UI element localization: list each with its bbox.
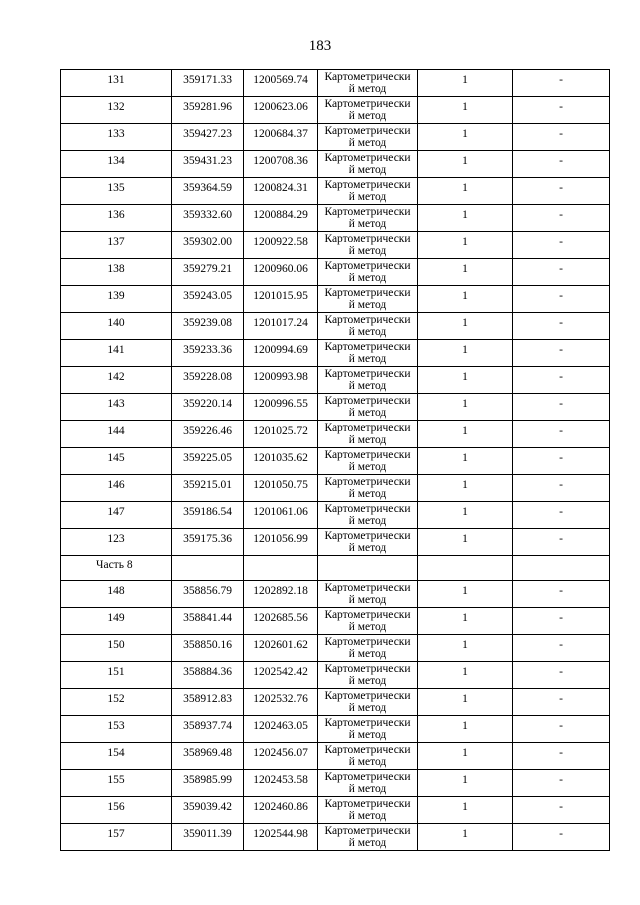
accuracy-cell: 1 (418, 367, 513, 394)
accuracy-cell: 1 (418, 689, 513, 716)
table-row (61, 421, 610, 448)
accuracy-cell: 1 (418, 232, 513, 259)
x-coordinate-cell: 358985.99 (172, 770, 244, 797)
point-number-cell: 133 (61, 124, 172, 151)
y-coordinate-cell: 1201050.75 (244, 475, 318, 502)
accuracy-cell: 1 (418, 448, 513, 475)
method-cell: Картометрически й метод (318, 743, 418, 770)
description-cell: - (513, 529, 610, 556)
y-coordinate-cell: 1202460.86 (244, 797, 318, 824)
point-number-cell: 145 (61, 448, 172, 475)
table-row (61, 124, 610, 151)
accuracy-cell: 1 (418, 340, 513, 367)
y-coordinate-cell: 1201035.62 (244, 448, 318, 475)
y-coordinate-cell: 1201025.72 (244, 421, 318, 448)
table-row (61, 743, 610, 770)
method-cell: Картометрически й метод (318, 608, 418, 635)
accuracy-cell: 1 (418, 770, 513, 797)
x-coordinate-cell: 358841.44 (172, 608, 244, 635)
description-cell: - (513, 313, 610, 340)
point-number-cell: 144 (61, 421, 172, 448)
method-cell: Картометрически й метод (318, 716, 418, 743)
y-coordinate-cell: 1201015.95 (244, 286, 318, 313)
table-row (61, 608, 610, 635)
x-coordinate-cell: 359186.54 (172, 502, 244, 529)
method-cell: Картометрически й метод (318, 97, 418, 124)
x-coordinate-cell: 359239.08 (172, 313, 244, 340)
y-coordinate-cell: 1200994.69 (244, 340, 318, 367)
method-cell: Картометрически й метод (318, 581, 418, 608)
x-coordinate-cell: 359171.33 (172, 70, 244, 97)
x-coordinate-cell: 359039.42 (172, 797, 244, 824)
table-row (61, 689, 610, 716)
table-row (61, 448, 610, 475)
table-row (61, 770, 610, 797)
x-coordinate-cell: 358937.74 (172, 716, 244, 743)
method-cell: Картометрически й метод (318, 824, 418, 851)
accuracy-cell: 1 (418, 205, 513, 232)
y-coordinate-cell: 1202542.42 (244, 662, 318, 689)
x-coordinate-cell: 359220.14 (172, 394, 244, 421)
method-cell: Картометрически й метод (318, 770, 418, 797)
x-coordinate-cell: 359279.21 (172, 259, 244, 286)
x-coordinate-cell: 359281.96 (172, 97, 244, 124)
x-coordinate-cell: 359226.46 (172, 421, 244, 448)
x-coordinate-cell: 359427.23 (172, 124, 244, 151)
table-row (61, 340, 610, 367)
method-cell: Картометрически й метод (318, 421, 418, 448)
y-coordinate-cell: 1201017.24 (244, 313, 318, 340)
description-cell: - (513, 70, 610, 97)
accuracy-cell: 1 (418, 529, 513, 556)
x-coordinate-cell: 359243.05 (172, 286, 244, 313)
description-cell: - (513, 97, 610, 124)
method-cell: Картометрически й метод (318, 635, 418, 662)
description-cell: - (513, 743, 610, 770)
point-number-cell: 138 (61, 259, 172, 286)
x-coordinate-cell: 358850.16 (172, 635, 244, 662)
point-number-cell: 146 (61, 475, 172, 502)
description-cell: - (513, 448, 610, 475)
method-cell: Картометрически й метод (318, 286, 418, 313)
method-cell: Картометрически й метод (318, 151, 418, 178)
description-cell: - (513, 689, 610, 716)
accuracy-cell: 1 (418, 716, 513, 743)
empty-cell (513, 556, 610, 581)
empty-cell (172, 556, 244, 581)
y-coordinate-cell: 1202456.07 (244, 743, 318, 770)
method-cell: Картометрически й метод (318, 178, 418, 205)
point-number-cell: 137 (61, 232, 172, 259)
table-row (61, 662, 610, 689)
table-row (61, 205, 610, 232)
description-cell: - (513, 581, 610, 608)
point-number-cell: 153 (61, 716, 172, 743)
method-cell: Картометрически й метод (318, 259, 418, 286)
y-coordinate-cell: 1202685.56 (244, 608, 318, 635)
method-cell: Картометрически й метод (318, 205, 418, 232)
method-cell: Картометрически й метод (318, 70, 418, 97)
point-number-cell: 142 (61, 367, 172, 394)
accuracy-cell: 1 (418, 608, 513, 635)
x-coordinate-cell: 359332.60 (172, 205, 244, 232)
x-coordinate-cell: 358912.83 (172, 689, 244, 716)
accuracy-cell: 1 (418, 259, 513, 286)
description-cell: - (513, 824, 610, 851)
accuracy-cell: 1 (418, 313, 513, 340)
y-coordinate-cell: 1200623.06 (244, 97, 318, 124)
description-cell: - (513, 286, 610, 313)
accuracy-cell: 1 (418, 502, 513, 529)
method-cell: Картометрически й метод (318, 448, 418, 475)
description-cell: - (513, 797, 610, 824)
accuracy-cell: 1 (418, 124, 513, 151)
y-coordinate-cell: 1201056.99 (244, 529, 318, 556)
point-number-cell: 143 (61, 394, 172, 421)
y-coordinate-cell: 1200884.29 (244, 205, 318, 232)
coordinates-table (60, 69, 610, 851)
point-number-cell: 156 (61, 797, 172, 824)
accuracy-cell: 1 (418, 581, 513, 608)
point-number-cell: 151 (61, 662, 172, 689)
point-number-cell: 141 (61, 340, 172, 367)
accuracy-cell: 1 (418, 797, 513, 824)
y-coordinate-cell: 1200960.06 (244, 259, 318, 286)
table-row (61, 286, 610, 313)
point-number-cell: 135 (61, 178, 172, 205)
section-label: Часть 8 (61, 556, 172, 581)
y-coordinate-cell: 1200922.58 (244, 232, 318, 259)
description-cell: - (513, 178, 610, 205)
x-coordinate-cell: 359011.39 (172, 824, 244, 851)
empty-cell (418, 556, 513, 581)
table-row (61, 475, 610, 502)
table-row (61, 824, 610, 851)
method-cell: Картометрически й метод (318, 529, 418, 556)
point-number-cell: 131 (61, 70, 172, 97)
table-row (61, 151, 610, 178)
accuracy-cell: 1 (418, 475, 513, 502)
method-cell: Картометрически й метод (318, 232, 418, 259)
x-coordinate-cell: 359225.05 (172, 448, 244, 475)
method-cell: Картометрически й метод (318, 662, 418, 689)
description-cell: - (513, 716, 610, 743)
point-number-cell: 149 (61, 608, 172, 635)
x-coordinate-cell: 358969.48 (172, 743, 244, 770)
description-cell: - (513, 340, 610, 367)
description-cell: - (513, 124, 610, 151)
x-coordinate-cell: 359228.08 (172, 367, 244, 394)
description-cell: - (513, 635, 610, 662)
accuracy-cell: 1 (418, 824, 513, 851)
y-coordinate-cell: 1201061.06 (244, 502, 318, 529)
y-coordinate-cell: 1202601.62 (244, 635, 318, 662)
y-coordinate-cell: 1202453.58 (244, 770, 318, 797)
method-cell: Картометрически й метод (318, 313, 418, 340)
table-row (61, 178, 610, 205)
x-coordinate-cell: 359302.00 (172, 232, 244, 259)
x-coordinate-cell: 359215.01 (172, 475, 244, 502)
table-row (61, 232, 610, 259)
description-cell: - (513, 394, 610, 421)
table-row (61, 529, 610, 556)
point-number-cell: 140 (61, 313, 172, 340)
method-cell: Картометрически й метод (318, 367, 418, 394)
method-cell: Картометрически й метод (318, 689, 418, 716)
accuracy-cell: 1 (418, 394, 513, 421)
method-cell: Картометрически й метод (318, 340, 418, 367)
method-cell: Картометрически й метод (318, 124, 418, 151)
page-number: 183 (308, 38, 332, 54)
description-cell: - (513, 475, 610, 502)
accuracy-cell: 1 (418, 635, 513, 662)
description-cell: - (513, 259, 610, 286)
table-row (61, 97, 610, 124)
point-number-cell: 155 (61, 770, 172, 797)
table-row (61, 716, 610, 743)
table-row (61, 502, 610, 529)
table-row (61, 70, 610, 97)
point-number-cell: 147 (61, 502, 172, 529)
description-cell: - (513, 608, 610, 635)
x-coordinate-cell: 359431.23 (172, 151, 244, 178)
description-cell: - (513, 662, 610, 689)
description-cell: - (513, 421, 610, 448)
description-cell: - (513, 502, 610, 529)
table-row (61, 394, 610, 421)
method-cell: Картометрически й метод (318, 475, 418, 502)
y-coordinate-cell: 1200708.36 (244, 151, 318, 178)
description-cell: - (513, 770, 610, 797)
accuracy-cell: 1 (418, 151, 513, 178)
method-cell: Картометрически й метод (318, 394, 418, 421)
section-row (61, 556, 610, 581)
point-number-cell: 136 (61, 205, 172, 232)
description-cell: - (513, 232, 610, 259)
y-coordinate-cell: 1202532.76 (244, 689, 318, 716)
empty-cell (318, 556, 418, 581)
x-coordinate-cell: 359364.59 (172, 178, 244, 205)
description-cell: - (513, 151, 610, 178)
point-number-cell: 132 (61, 97, 172, 124)
y-coordinate-cell: 1200824.31 (244, 178, 318, 205)
point-number-cell: 148 (61, 581, 172, 608)
empty-cell (244, 556, 318, 581)
description-cell: - (513, 367, 610, 394)
point-number-cell: 154 (61, 743, 172, 770)
accuracy-cell: 1 (418, 743, 513, 770)
accuracy-cell: 1 (418, 178, 513, 205)
y-coordinate-cell: 1202544.98 (244, 824, 318, 851)
accuracy-cell: 1 (418, 97, 513, 124)
y-coordinate-cell: 1202892.18 (244, 581, 318, 608)
point-number-cell: 150 (61, 635, 172, 662)
table-row (61, 797, 610, 824)
table-row (61, 367, 610, 394)
table-row (61, 581, 610, 608)
y-coordinate-cell: 1200993.98 (244, 367, 318, 394)
accuracy-cell: 1 (418, 286, 513, 313)
x-coordinate-cell: 358856.79 (172, 581, 244, 608)
accuracy-cell: 1 (418, 421, 513, 448)
table-row (61, 259, 610, 286)
table-row (61, 635, 610, 662)
point-number-cell: 134 (61, 151, 172, 178)
y-coordinate-cell: 1200684.37 (244, 124, 318, 151)
x-coordinate-cell: 359175.36 (172, 529, 244, 556)
point-number-cell: 157 (61, 824, 172, 851)
table-row (61, 313, 610, 340)
point-number-cell: 139 (61, 286, 172, 313)
x-coordinate-cell: 358884.36 (172, 662, 244, 689)
accuracy-cell: 1 (418, 662, 513, 689)
accuracy-cell: 1 (418, 70, 513, 97)
y-coordinate-cell: 1200996.55 (244, 394, 318, 421)
method-cell: Картометрически й метод (318, 797, 418, 824)
y-coordinate-cell: 1200569.74 (244, 70, 318, 97)
description-cell: - (513, 205, 610, 232)
y-coordinate-cell: 1202463.05 (244, 716, 318, 743)
x-coordinate-cell: 359233.36 (172, 340, 244, 367)
point-number-cell: 123 (61, 529, 172, 556)
method-cell: Картометрически й метод (318, 502, 418, 529)
point-number-cell: 152 (61, 689, 172, 716)
